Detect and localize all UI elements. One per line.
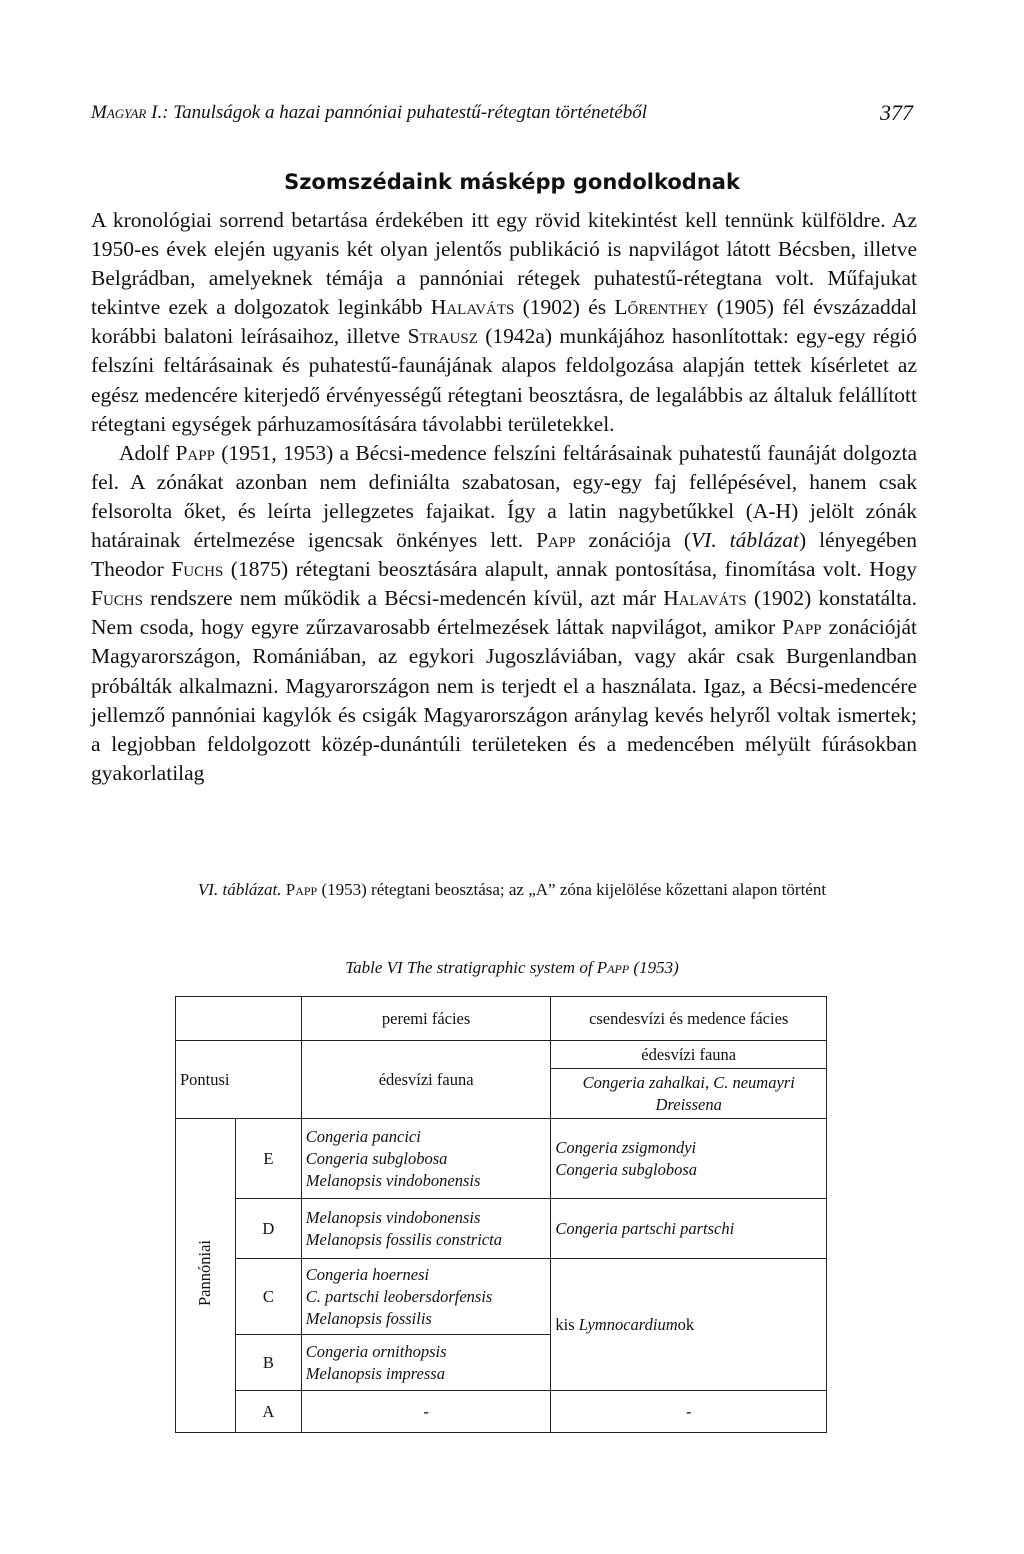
running-header-text: [91, 102, 647, 124]
text-run: (1951, 1953) a Bécsi-medence felszíni feltárásainak puhatestű faunáját dolgozta fel. A zónákat azonban nem definiálta szabatosan, egy-egy faj fellépésével, hanem csak felsorolta őket, és leírta jellegzetes fajaikat. Így a latin nagybetűkkel (A-H) jelölt zónák határainak értelmezése igencsak önkényes lett.: [91, 440, 917, 553]
zone-e-peremi: [301, 1119, 551, 1199]
species: Melanopsis vindobonensis: [305, 1207, 481, 1227]
header-peremi: peremi fácies: [301, 997, 551, 1041]
section-title: Szomszédaink másképp gondolkodnak: [284, 170, 740, 194]
caption-author: Papp: [285, 880, 318, 899]
author-name: Papp: [536, 528, 576, 553]
text-run: rendszere nem működik a Bécsi-medencén kívül, azt már: [142, 586, 664, 611]
pannoniai-label-cell: [176, 1119, 236, 1433]
text-run: A kronológiai sorrend betartása érdekében itt egy rövid kitekintést kell tennünk külföldre. Az 1950-es évek elején ugyanis két olyan jelentős publikáció is napvilágot látott Bécsben, illetve Belgrádban, amelyeknek témája a pannóniai rétegek puhatestű-rétegtana volt. Műfajukat tekintve ezek a dolgozatok leginkább: [91, 208, 917, 320]
zone-cb-csendes: [551, 1259, 827, 1391]
pontusi-csendes-bottom: Congeria zahalkai, C. neumayri Dreissena: [551, 1069, 827, 1119]
author-name: Halaváts: [430, 295, 515, 320]
cb-genus: Lymnocardium: [578, 1314, 678, 1334]
text-run: (1902) és: [514, 295, 615, 320]
zone-c-peremi: [301, 1259, 551, 1335]
species: Melanopsis fossilis constricta: [305, 1229, 502, 1249]
table-header-row: [176, 997, 827, 1041]
author-name: Fuchs: [171, 557, 224, 582]
caption-en-author: Papp: [596, 958, 630, 977]
author-name: Strausz: [407, 324, 478, 349]
cb-prefix: kis: [555, 1314, 579, 1334]
text-run: ) lényegében Theodor: [91, 528, 917, 582]
text-run: (1942a) munkájához hasonlítottak: egy-egy régió felszíni feltárásainak és puhatestű-faunájának alapos feldolgozása alapján tettek kísérletet az egész medencére kiterjedő érvényességű rétegtani beosztásra, de legalábbis az általuk felállított rétegtani egységek párhuzamosítására távolabbi területekkel.: [91, 324, 918, 436]
zone-e-csendes: [551, 1119, 827, 1199]
zone-d-csendes: [551, 1199, 827, 1259]
species: Congeria zsigmondyi: [555, 1137, 697, 1157]
zone-a-csendes: -: [551, 1391, 827, 1433]
zone-label: D: [235, 1199, 301, 1259]
text-run: (1905) fél évszázaddal korábbi balatoni leírásaihoz, illetve: [91, 295, 917, 349]
header-title: : Tanulságok a hazai pannóniai puhatestű-rétegtan történetéből: [162, 102, 648, 123]
text-run: zonációja (: [575, 528, 692, 553]
text-run: zonációját Magyarországon, Romániában, az egykori Jugoszláviában, vagy akár csak Burgenlandban próbálták alkalmazni. Magyarországon nem is terjedt el a használata. Igaz, a Bécsi-medencére jellemző pannóniai kagylók és csigák Magyarországon aránylag kevés helyről voltak ismertek; a legjobban feldolgozott közép-dunántúli területeken és a medencében mélyült fúrásokban gyakorlatilag: [91, 615, 917, 785]
table-caption-english: [0, 957, 1024, 979]
zone-row-e: [176, 1119, 827, 1199]
text-run: (1902) konstatálta. Nem csoda, hogy egyre zűrzavarosabb értelmezések láttak napvilágot, amikor: [91, 586, 917, 640]
zone-row-d: [176, 1199, 827, 1259]
header-csendesvizi: csendesvízi és medence fácies: [551, 997, 827, 1041]
species: C. partschi leobersdorfensis: [305, 1286, 493, 1306]
zone-label: A: [235, 1391, 301, 1433]
text-run: Adolf: [119, 440, 176, 465]
species: Congeria ornithopsis: [305, 1341, 447, 1361]
zone-d-peremi: [301, 1199, 551, 1259]
caption-en-prefix: Table VI The stratigraphic system of: [345, 958, 597, 977]
species: Melanopsis vindobonensis: [305, 1170, 481, 1190]
text-run: (1875) rétegtani beosztására alapult, annak pontosítása, finomítása volt. Hogy: [223, 557, 917, 582]
page-number: 377: [880, 100, 913, 125]
body-text: [91, 206, 917, 788]
table-caption-hungarian: [0, 879, 1024, 901]
caption-text: (1953) rétegtani beosztása; az „A” zóna kijelölése kőzettani alapon történt: [317, 880, 827, 899]
species: Congeria partschi partschi: [555, 1218, 735, 1238]
zone-a-peremi: -: [301, 1391, 551, 1433]
caption-label: VI. táblázat.: [197, 880, 282, 899]
species: Congeria subglobosa: [305, 1148, 448, 1168]
pontusi-label: Pontusi: [176, 1041, 302, 1119]
author-name: Papp: [175, 440, 215, 465]
header-author: Magyar I.: [91, 102, 163, 123]
author-name: Papp: [782, 615, 822, 640]
species: Congeria pancici: [305, 1126, 421, 1146]
body-paragraph: [91, 206, 917, 439]
species: Melanopsis fossilis: [305, 1308, 432, 1328]
zone-label: B: [235, 1335, 301, 1391]
pontusi-csendes-top: édesvízi fauna: [551, 1041, 827, 1069]
zone-label: C: [235, 1259, 301, 1335]
running-header: [91, 100, 913, 130]
pontusi-row: [176, 1041, 827, 1069]
author-name: Lőrenthey: [614, 295, 709, 320]
species: Congeria hoernesi: [305, 1264, 430, 1284]
pannoniai-label: Pannóniai: [195, 1239, 215, 1306]
cb-suffix: ok: [677, 1314, 695, 1334]
zone-row-a: [176, 1391, 827, 1433]
italic-reference: VI. táblázat: [691, 528, 799, 553]
caption-en-suffix: (1953): [629, 958, 679, 977]
zone-b-peremi: [301, 1335, 551, 1391]
table-corner-cell: [176, 997, 302, 1041]
author-name: Fuchs: [91, 586, 143, 611]
zone-label: E: [235, 1119, 301, 1199]
body-paragraph: [91, 439, 917, 788]
zone-row-c: [176, 1259, 827, 1335]
species: Melanopsis impressa: [305, 1363, 445, 1383]
pontusi-peremi: édesvízi fauna: [301, 1041, 551, 1119]
stratigraphy-table: [175, 996, 827, 1433]
author-name: Halaváts: [663, 586, 747, 611]
species: Congeria subglobosa: [555, 1159, 698, 1179]
